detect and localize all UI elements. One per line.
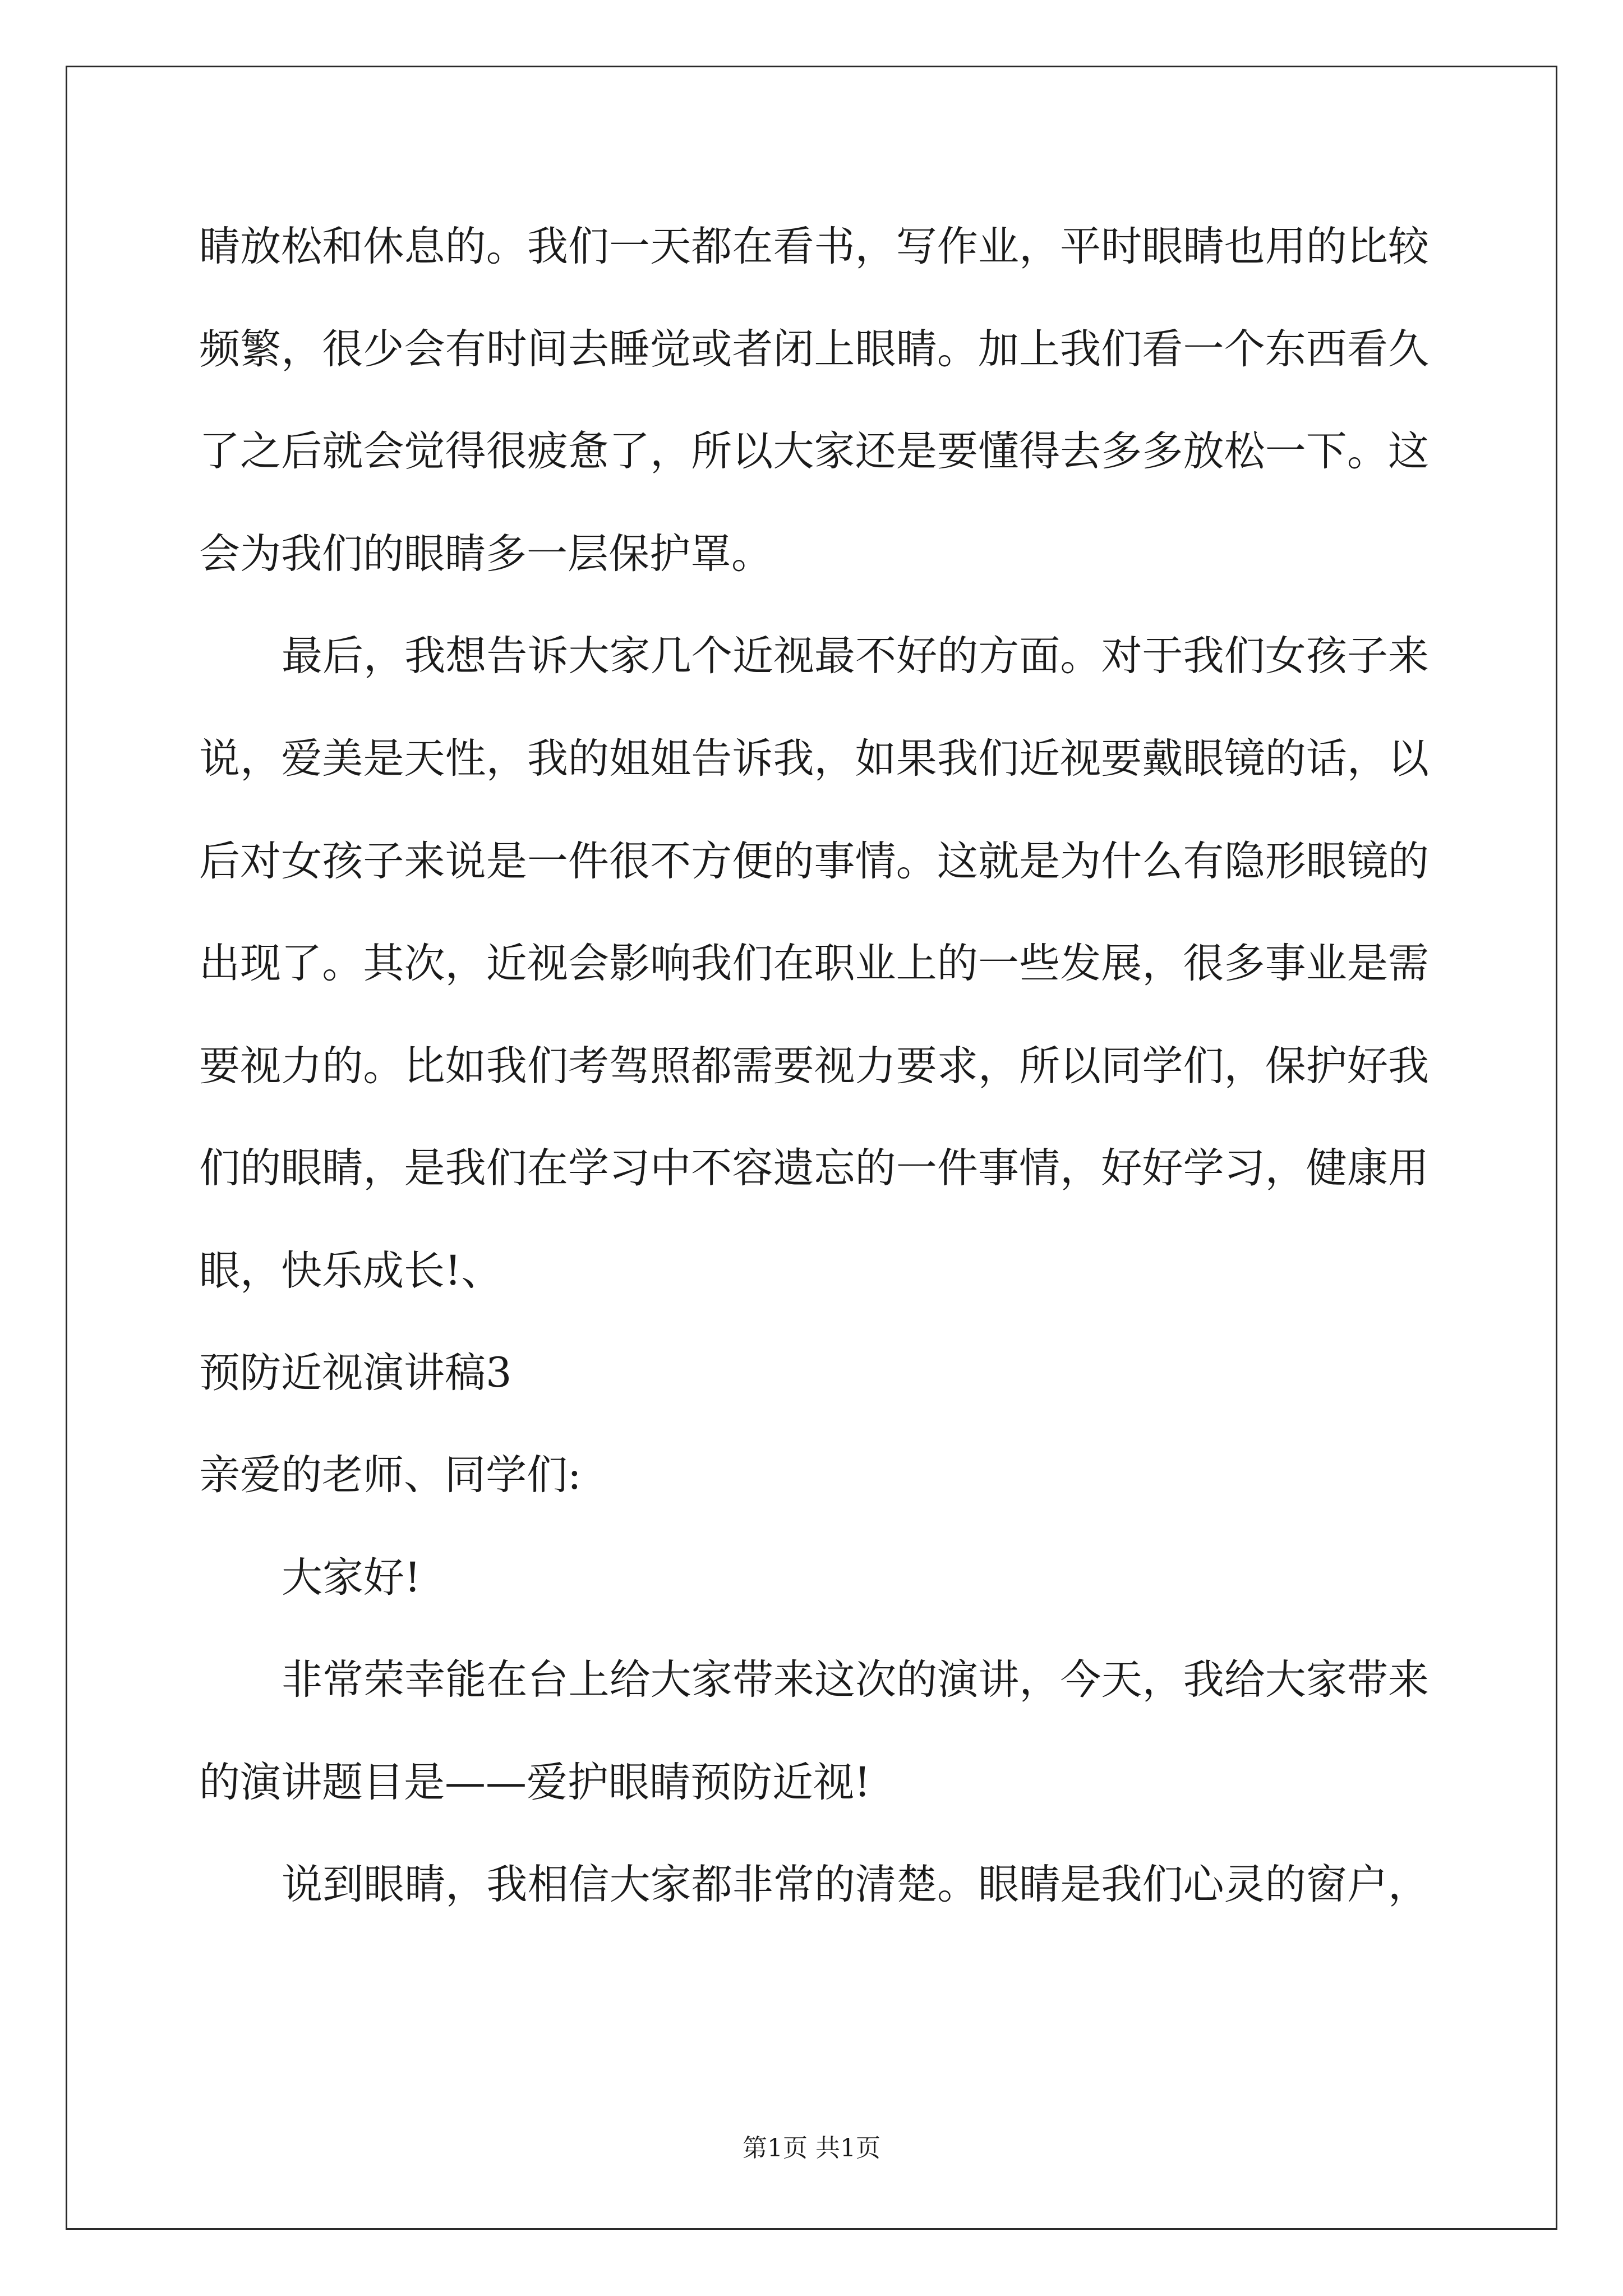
text-line: 睛放松和休息的。我们一天都在看书，写作业，平时眼睛也用的比较 — [199, 223, 1429, 270]
text-line: 了之后就会觉得很疲惫了，所以大家还是要懂得去多多放松一下。这 — [199, 427, 1429, 475]
text-line: 频繁，很少会有时间去睡觉或者闭上眼睛。加上我们看一个东西看久 — [199, 325, 1429, 373]
salutation: 亲爱的老师、同学们: — [199, 1451, 582, 1499]
text-line: 会为我们的眼睛多一层保护罩。 — [199, 530, 772, 578]
paragraph-first-line: 非常荣幸能在台上给大家带来这次的演讲，今天，我给大家带来 — [282, 1656, 1429, 1704]
page-footer: 第1页 共1页 — [743, 2134, 880, 2162]
paragraph-first-line: 说到眼睛，我相信大家都非常的清楚。眼睛是我们心灵的窗户， — [282, 1861, 1429, 1908]
section-heading: 预防近视演讲稿3 — [199, 1349, 512, 1397]
text-line: 的演讲题目是——爱护眼睛预防近视! — [199, 1759, 871, 1806]
text-line: 说，爱美是天性，我的姐姐告诉我，如果我们近视要戴眼镜的话，以 — [199, 735, 1429, 783]
text-line: 要视力的。比如我们考驾照都需要视力要求，所以同学们，保护好我 — [199, 1042, 1429, 1090]
greeting: 大家好! — [282, 1554, 421, 1602]
text-line: 出现了。其次，近视会影响我们在职业上的一些发展，很多事业是需 — [199, 940, 1429, 987]
text-line: 眼，快乐成长!、 — [199, 1247, 502, 1295]
text-line: 后对女孩子来说是一件很不方便的事情。这就是为什么有隐形眼镜的 — [199, 838, 1429, 885]
paragraph-first-line: 最后，我想告诉大家几个近视最不好的方面。对于我们女孩子来 — [282, 632, 1429, 680]
text-line: 们的眼睛，是我们在学习中不容遗忘的一件事情，好好学习，健康用 — [199, 1144, 1429, 1192]
